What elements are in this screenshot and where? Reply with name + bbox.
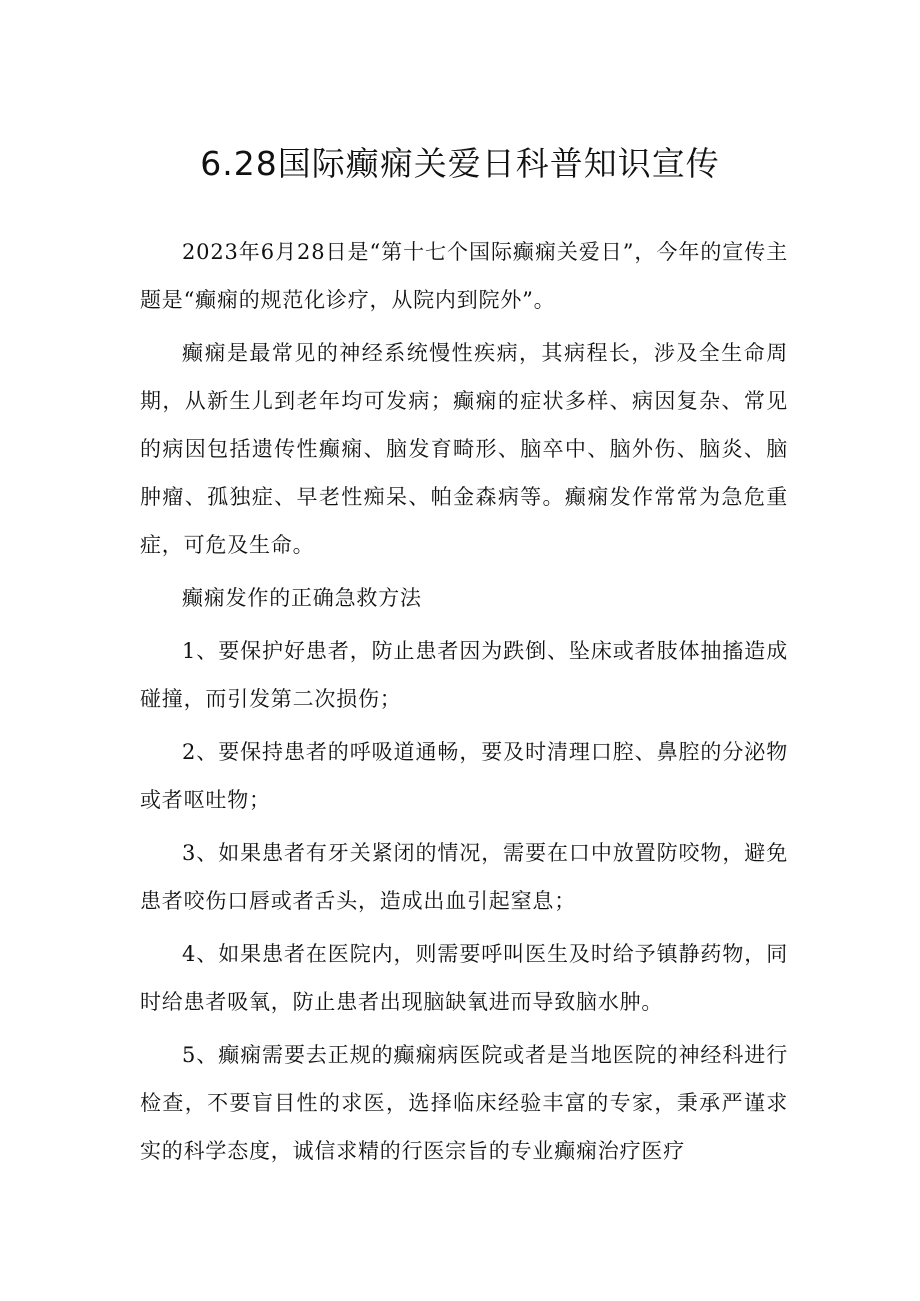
paragraph-overview: 癫痫是最常见的神经系统慢性疾病，其病程长，涉及全生命周期，从新生儿到老年均可发病；癫痫的症状多样、病因复杂、常见的病因包括遗传性癫痫、脑发育畸形、脑卒中、脑外伤、脑炎、脑肿瘤、孤独症、早老性痴呆、帕金森病等。癫痫发作常常为急危重症，可危及生命。 bbox=[140, 341, 788, 557]
paragraph-step-1: 1、要保护好患者，防止患者因为跌倒、坠床或者肢体抽搐造成碰撞，而引发第二次损伤； bbox=[140, 639, 788, 711]
paragraph-step-5: 5、癫痫需要去正规的癫痫病医院或者是当地医院的神经科进行检查，不要盲目性的求医，选择临床经验丰富的专家，秉承严谨求实的科学态度，诚信求精的行医宗旨的专业癫痫治疗医疗 bbox=[140, 1043, 788, 1163]
paragraph-intro: 2023年6月28日是“第十七个国际癫痫关爱日”，今年的宣传主题是“癫痫的规范化诊疗，从院内到院外”。 bbox=[140, 240, 788, 312]
paragraph-first-aid-heading: 癫痫发作的正确急救方法 bbox=[182, 586, 422, 610]
paragraph-step-3: 3、如果患者有牙关紧闭的情况，需要在口中放置防咬物，避免患者咬伤口唇或者舌头，造成出血引起窒息； bbox=[140, 841, 788, 913]
document-title: 6.28国际癫痫关爱日科普知识宣传 bbox=[200, 144, 720, 183]
paragraph-step-2: 2、要保持患者的呼吸道通畅，要及时清理口腔、鼻腔的分泌物或者呕吐物； bbox=[140, 740, 788, 812]
paragraph-step-4: 4、如果患者在医院内，则需要呼叫医生及时给予镇静药物，同时给患者吸氧，防止患者出现脑缺氧进而导致脑水肿。 bbox=[140, 942, 788, 1014]
document-body bbox=[140, 228, 788, 1175]
